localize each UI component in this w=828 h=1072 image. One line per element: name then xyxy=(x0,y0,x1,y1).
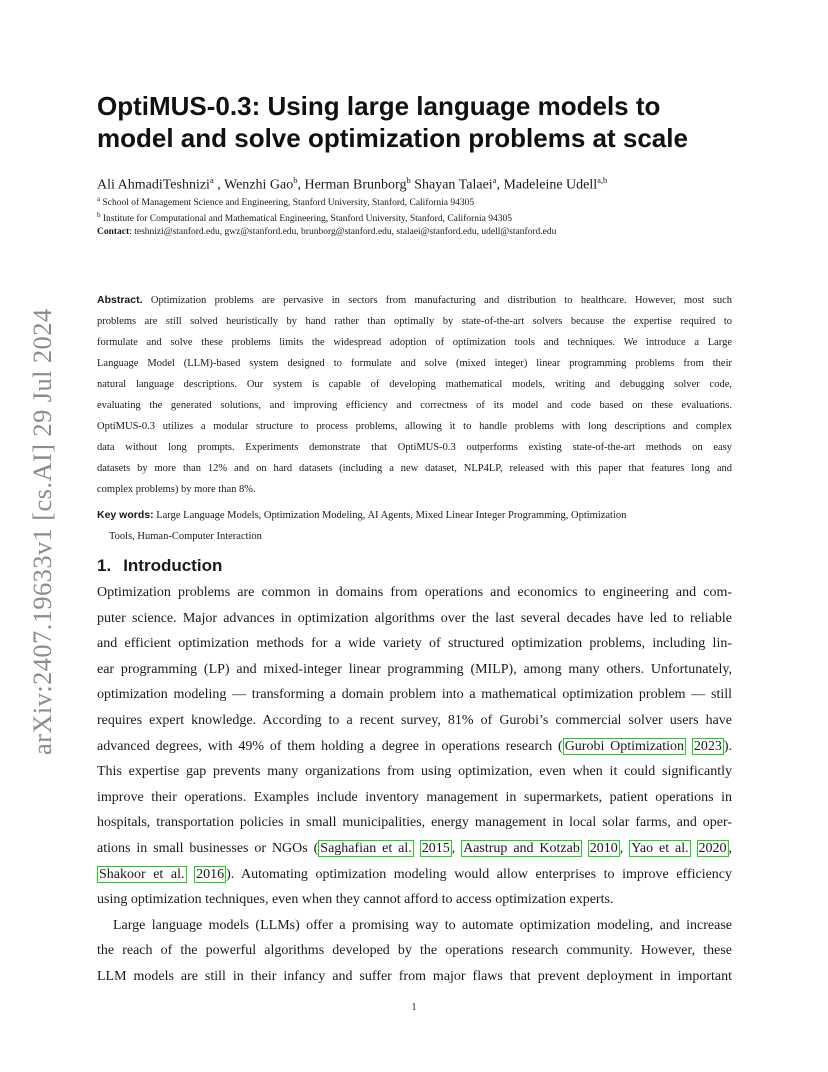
keywords-line xyxy=(97,505,732,526)
keywords-line: Tools, Human-Computer Interaction xyxy=(109,531,262,542)
abstract-line: evaluating the generated solutions, and improving efficiency and correctness of its model and code based on these evaluations. xyxy=(97,400,732,411)
citation-link[interactable]: Yao et al. xyxy=(631,840,689,856)
body-line: Optimization problems are common in domains from operations and economics to engineering and com- xyxy=(97,585,732,600)
affiliation-mark: a xyxy=(97,195,101,203)
body-text-segment: ). xyxy=(723,738,733,754)
author-affil-mark: b xyxy=(293,175,298,185)
body-line xyxy=(97,862,732,888)
citation-link[interactable]: Gurobi Optimization xyxy=(564,738,685,754)
section-title: Introduction xyxy=(123,556,223,575)
affiliation-a xyxy=(97,195,474,208)
page-number: 1 xyxy=(411,1002,417,1013)
body-line: ear programming (LP) and mixed-integer linear programming (MILP), among many others. Unfortunately, xyxy=(97,661,732,677)
contact-line xyxy=(97,227,556,237)
affiliation-text: Institute for Computational and Mathematical Engineering, Stanford University, Stanford, California 94305 xyxy=(100,214,512,225)
section-heading xyxy=(97,556,222,576)
author-affil-mark: a,b xyxy=(597,175,608,185)
body-line: puter science. Major advances in optimization algorithms over the last several decades have led to reliable xyxy=(97,610,732,626)
body-line: This expertise gap prevents many organizations from using optimization, even when it could significantly xyxy=(97,764,732,780)
body-line: using optimization techniques, even when they cannot afford to access optimization experts. xyxy=(97,892,614,908)
contact-emails: : teshnizi@stanford.edu, gwz@stanford.edu, brunborg@stanford.edu, stalaei@stanford.edu, udell@stanford.edu xyxy=(129,227,557,237)
author-name: Shayan Talaei xyxy=(410,177,493,193)
author-list xyxy=(97,175,607,194)
author-affil-mark: a xyxy=(492,175,497,185)
citation-link[interactable]: 2015 xyxy=(421,840,450,856)
abstract-line: complex problems) by more than 8%. xyxy=(97,484,256,495)
affiliation-text: School of Management Science and Engineering, Stanford University, Stanford, California 94305 xyxy=(100,198,475,209)
title-line-1: OptiMUS-0.3: Using large language models to xyxy=(97,91,661,121)
body-line: LLM models are still in their infancy and suffer from major flaws that prevent deployment in important xyxy=(97,968,732,984)
body-text-segment: ). Automating optimization modeling would allow enterprises to improve efficiency xyxy=(226,866,733,882)
abstract-line: problems are still solved heuristically by hand rather than optimally by state-of-the-art solvers because the expertise required to xyxy=(97,316,732,327)
abstract xyxy=(97,290,732,500)
body-line: improve their operations. Examples include inventory management in supermarkets, patient operations in xyxy=(97,789,732,805)
author-affil-mark: b xyxy=(406,175,411,185)
keywords-text: Large Language Models, Optimization Modeling, AI Agents, Mixed Linear Integer Programming, Optimization xyxy=(153,510,627,521)
body-line: requires expert knowledge. According to a recent survey, 81% of Gurobi’s commercial solver users have xyxy=(97,712,732,728)
abstract-line: natural language descriptions. Our system is capable of developing mathematical models, writing and debugging solver code, xyxy=(97,379,732,390)
abstract-line: OptiMUS-0.3 utilizes a modular structure to process problems, allowing it to handle problems with long descriptions and complex xyxy=(97,421,732,432)
contact-label: Contact xyxy=(97,227,130,237)
paper-title xyxy=(97,90,737,154)
body-text-segment: advanced degrees, with 49% of them holding a degree in operations research ( xyxy=(97,738,563,754)
keywords xyxy=(97,505,732,547)
affiliation-mark: b xyxy=(97,211,101,219)
author-name: , Herman Brunborg xyxy=(297,177,407,193)
citation-link[interactable]: 2016 xyxy=(196,866,225,882)
affiliation-b xyxy=(97,211,512,224)
body-text-segment xyxy=(686,739,692,754)
abstract-line xyxy=(97,290,732,311)
arxiv-identifier: arXiv:2407.19633v1 [cs.AI] 29 Jul 2024 xyxy=(27,308,57,755)
keywords-label: Key words: xyxy=(97,509,154,521)
title-line-2: model and solve optimization problems at scale xyxy=(97,123,688,153)
citation-link[interactable]: Saghafian et al. xyxy=(320,840,412,856)
abstract-label: Abstract. xyxy=(97,294,143,306)
author-name: , Madeleine Udell xyxy=(496,177,598,193)
citation-link[interactable]: 2010 xyxy=(589,840,618,856)
body-line xyxy=(97,734,732,760)
citation-link[interactable]: Shakoor et al. xyxy=(99,866,185,882)
body-line: hospitals, transportation policies in small municipalities, energy management in local solar farms, and oper- xyxy=(97,815,732,831)
author-name: , Wenzhi Gao xyxy=(213,177,294,193)
author-affil-mark: a xyxy=(209,175,214,185)
abstract-line: data without long prompts. Experiments demonstrate that OptiMUS-0.3 outperforms existing state-of-the-art methods on easy xyxy=(97,442,732,453)
citation-link[interactable]: 2020 xyxy=(698,840,727,856)
body-line: optimization modeling — transforming a domain problem into a mathematical optimization problem — still xyxy=(97,687,732,703)
abstract-line: formulate and solve these problems limits the widespread adoption of optimization tools and techniques. We introduce a Large xyxy=(97,337,732,348)
body-line: the reach of the powerful algorithms developed by the operations research community. However, these xyxy=(97,943,732,959)
abstract-line: datasets by more than 12% and on hard datasets (including a new dataset, NLP4LP, released with this paper that features long and xyxy=(97,463,732,474)
body-text-segment: ations in small businesses or NGOs ( xyxy=(97,840,319,856)
abstract-line: Language Model (LLM)-based system designed to formulate and solve (mixed integer) linear programming problems from their xyxy=(97,358,732,369)
abstract-text: Optimization problems are pervasive in sectors from manufacturing and distribution to healthcare. However, most such xyxy=(142,295,732,306)
section-number: 1. xyxy=(97,556,112,575)
citation-link[interactable]: 2023 xyxy=(693,738,722,754)
author-name: Ali AhmadiTeshnizi xyxy=(97,177,210,193)
body-line: Large language models (LLMs) offer a promising way to automate optimization modeling, and increase xyxy=(113,917,732,933)
body-line: and efficient optimization methods for a wide variety of structured optimization problems, including lin- xyxy=(97,636,732,652)
body-text xyxy=(97,580,732,990)
body-line: ations in small businesses or NGOs ( Saghafian et al. 2015 , Aastrup and Kotzab 2010 , Yao et al. 2020 , xyxy=(97,840,733,856)
citation-link[interactable]: Aastrup and Kotzab xyxy=(463,840,580,856)
